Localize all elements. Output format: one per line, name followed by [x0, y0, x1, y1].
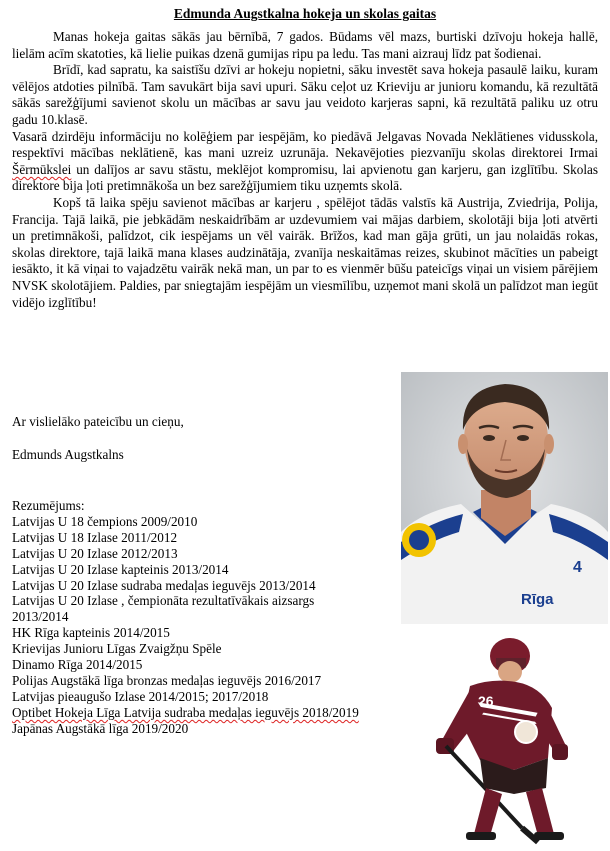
paragraph-3-part-b: un dalījos ar savu stāstu, meklējot kompromisu, lai apvienotu gan karjeru, gan izglītību. Skolas direktore bija ļoti pretimnākoša un bez sarežģījumiem tiku uzņemts skolā.: [12, 161, 598, 194]
action-illustration: [418, 628, 573, 850]
resume-item: Krievijas Junioru Līgas Zvaigžņu Spēle: [12, 641, 222, 657]
resume-item: Latvijas pieaugušo Izlase 2014/2015; 2017/2018: [12, 688, 269, 704]
resume-section: [12, 498, 397, 737]
paragraph-2: Brīdī, kad sapratu, ka saistīšu dzīvi ar hokeju nopietni, sāku investēt sava hokeja pasaulē laiku, kuram vēlējos atdoties pilnībā. Tam savukārt bija savi upuri. Sāku ceļot uz Krieviju ar junioru komandu, kā rezultātā sākās sarežģījumi savienot skolu un mācības ar savu jau veidoto karjeras sapni, kā rezultātā paliku uz otru gadu 10.klasē.: [12, 62, 598, 127]
jersey-sponsor-text: Rīga: [521, 591, 554, 608]
resume-item: Latvijas U 20 Izlase 2012/2013: [12, 545, 178, 561]
resume-item: Polijas Augstākā līga bronzas medaļas ieguvējs 2016/2017: [12, 672, 322, 688]
resume-item: HK Rīga kapteinis 2014/2015: [12, 625, 170, 641]
resume-item: Latvijas U 20 Izlase kapteinis 2013/2014: [12, 561, 229, 577]
jersey-number: 4: [573, 559, 582, 576]
resume-item: Latvijas U 20 Izlase , čempionāta rezultatīvākais aizsargs 2013/2014: [12, 593, 315, 625]
paragraph-3-part-a: Vasarā dzirdēju informāciju no kolēģiem par iespējām, ko piedāvā Jelgavas Novada Neklātienes vidusskola, respektīvi mācības neklātienē, kas mani uzreiz uzrunāja. Nekavējoties piezvanīju skolas direktorei Irmai: [12, 128, 598, 161]
resume-item: Latvijas U 18 čempions 2009/2010: [12, 513, 198, 529]
action-photo: [418, 628, 573, 850]
portrait-photo: [401, 372, 608, 624]
closing-regards: Ar vislielāko pateicību un cieņu,: [12, 414, 184, 429]
paragraph-1: Manas hokeja gaitas sākās jau bērnībā, 7 gados. Būdams vēl mazs, burtiski dzīvoju hokeja hallē, lielām acīm skatoties, kā lielie puikas dzenā gumijas ripu pa ledu. Tas mani aizrauj līdz pat šodienai.: [12, 29, 598, 61]
signature-name: Edmunds Augstkalns: [12, 447, 124, 462]
director-surname: Šērmūkslei: [12, 161, 72, 177]
paragraph-4: Kopš tā laika spēju savienot mācības ar karjeru , spēlējot tādās valstīs kā Austrija, Zviedrija, Polija, Francija. Tajā laikā, pie jebkādām neskaidrībām ar uzdevumiem vai mājas darbiem, skolotāji bija ļoti atvērti un pretimnākoši, palīdzot, cik iespējams un vēl vairāk. Brīžos, kad man gāja grūti, un jau nolaidās rokas, skolas direktore, tajā laikā mana klases audzinātāja, zvanīja neskaitāmas reizes, skubinot mācīties un pabeigt iesākto, it kā viņai to vajadzētu vairāk nekā man, un par to es vienmēr būšu pateicīgs viņai un visiem pārējiem NVSK skolotājiem. Paldies, par sniegtajām iespējām un viesmīlību, uzņemot mani skolā un palīdzot man iegūt vidējo izglītību!: [12, 194, 598, 310]
document-title: Edmunda Augstkalna hokeja un skolas gaitas: [173, 6, 437, 21]
resume-heading: Rezumējums:: [12, 498, 85, 513]
resume-item: Dinamo Rīga 2014/2015: [12, 657, 143, 673]
letter-body: [12, 29, 598, 311]
resume-item: Latvijas U 20 Izlase sudraba medaļas ieguvējs 2013/2014: [12, 577, 316, 593]
resume-item: Japānas Augstākā līga 2019/2020: [12, 720, 189, 736]
resume-item: Optibet Hokeja Līga Latvija sudraba medaļas ieguvējs 2018/2019: [12, 704, 359, 720]
resume-item: Latvijas U 18 Izlase 2011/2012: [12, 529, 178, 545]
action-jersey-number: 26: [478, 693, 494, 709]
paragraph-3: [12, 129, 598, 195]
portrait-illustration: [401, 372, 608, 624]
